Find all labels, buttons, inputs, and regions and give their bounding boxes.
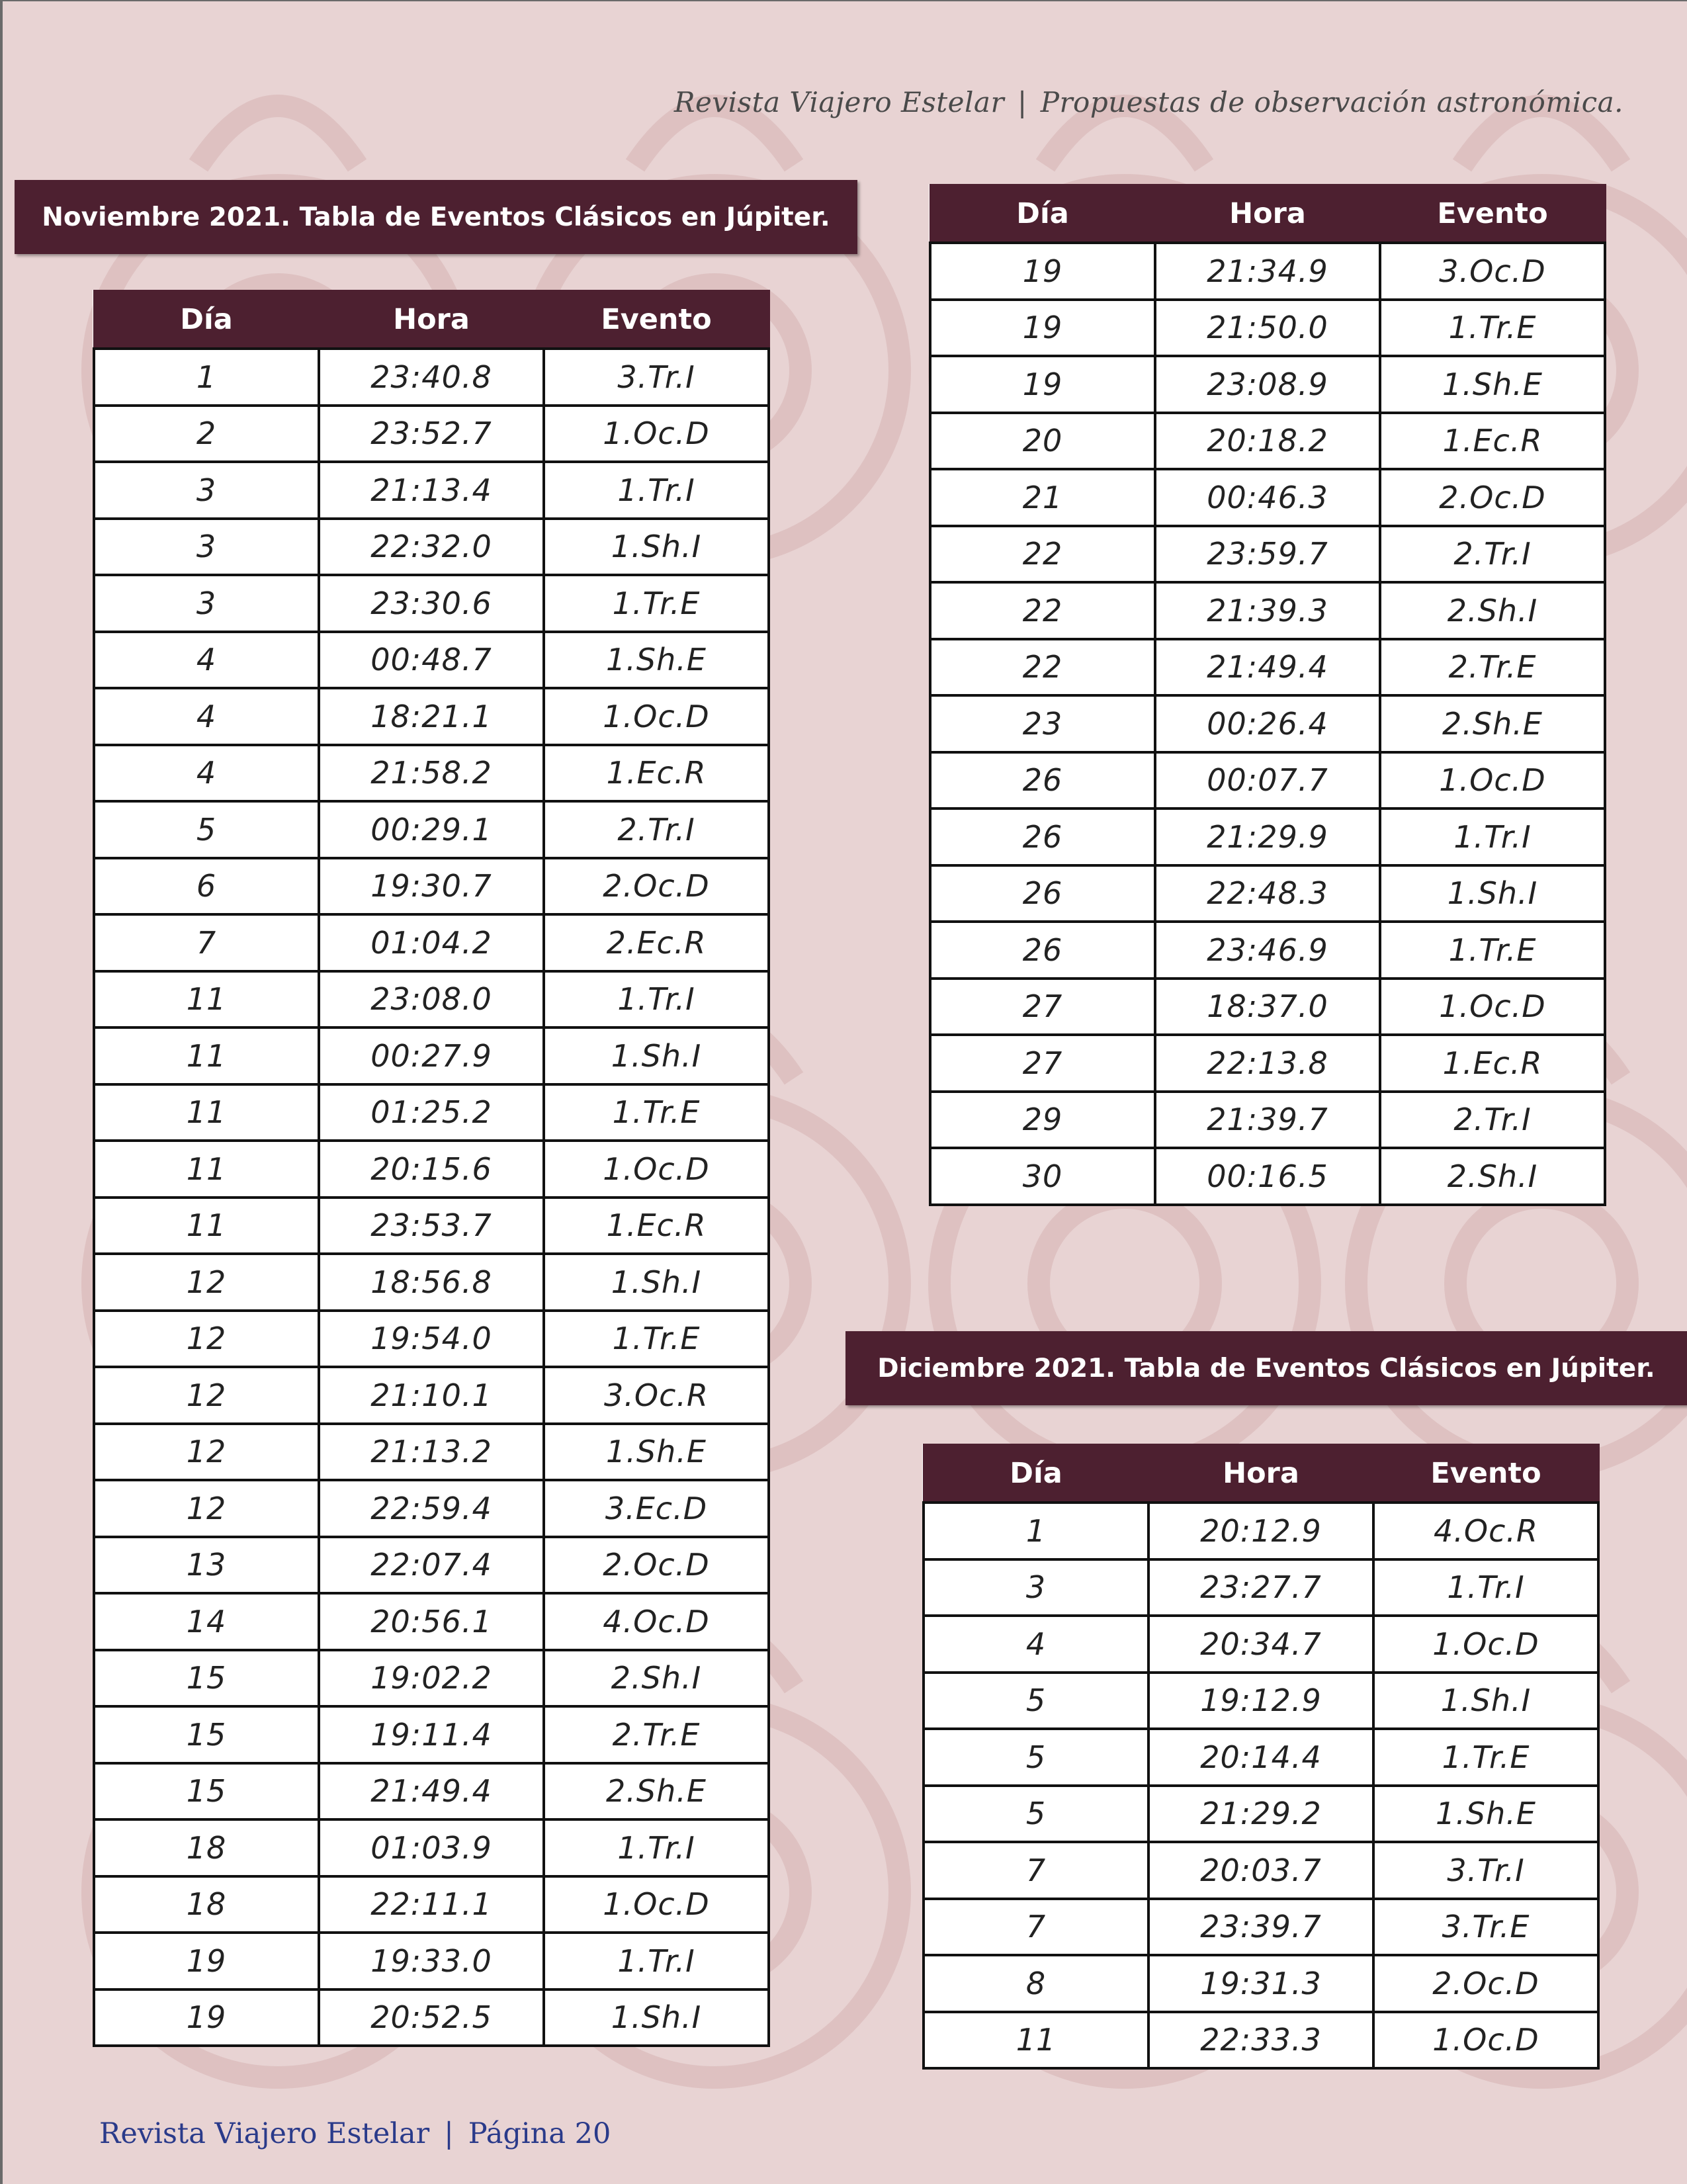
cell-hora: 00:26.4: [1155, 695, 1380, 752]
table-row: [930, 582, 1605, 639]
cell-evento: 1.Oc.D: [1380, 752, 1605, 809]
cell-evento: 2.Oc.D: [1380, 469, 1605, 526]
cell-hora: 22:33.3: [1148, 2012, 1373, 2069]
table-row: [94, 1311, 769, 1368]
cell-hora: 01:25.2: [319, 1084, 544, 1141]
cell-dia: 7: [924, 1842, 1148, 1899]
cell-hora: 23:40.8: [319, 349, 544, 406]
cell-hora: 20:12.9: [1148, 1503, 1373, 1559]
table-row: [94, 1254, 769, 1311]
cell-dia: 5: [94, 801, 319, 858]
table-header-row: [924, 1445, 1598, 1503]
cell-hora: 21:58.2: [319, 745, 544, 802]
december-banner: [845, 1331, 1687, 1405]
table-row: [94, 1537, 769, 1594]
cell-hora: 19:11.4: [319, 1706, 544, 1763]
cell-evento: 3.Oc.D: [1380, 243, 1605, 300]
cell-hora: 21:39.7: [1155, 1092, 1380, 1149]
cell-dia: 1: [924, 1503, 1148, 1559]
header-section: Propuestas de observación astronómica.: [1040, 86, 1623, 118]
table-row: [924, 1955, 1598, 2012]
cell-hora: 22:59.4: [319, 1480, 544, 1537]
column-header-evento: Evento: [1373, 1445, 1598, 1503]
column-header-dia: Día: [924, 1445, 1148, 1503]
cell-evento: 1.Tr.I: [544, 1819, 769, 1876]
cell-evento: 1.Ec.R: [544, 1198, 769, 1254]
cell-dia: 4: [94, 745, 319, 802]
cell-hora: 18:21.1: [319, 688, 544, 745]
cell-evento: 1.Oc.D: [1373, 2012, 1598, 2069]
cell-hora: 23:46.9: [1155, 922, 1380, 979]
table-row: [930, 526, 1605, 583]
cell-dia: 21: [930, 469, 1155, 526]
cell-hora: 21:29.2: [1148, 1786, 1373, 1843]
cell-hora: 23:27.7: [1148, 1559, 1373, 1616]
cell-dia: 12: [94, 1424, 319, 1481]
cell-evento: 1.Tr.E: [544, 1311, 769, 1368]
cell-dia: 26: [930, 865, 1155, 922]
column-header-evento: Evento: [1380, 185, 1605, 243]
table-row: [94, 801, 769, 858]
cell-dia: 19: [94, 1933, 319, 1989]
cell-dia: 29: [930, 1092, 1155, 1149]
cell-dia: 3: [94, 519, 319, 576]
cell-hora: 18:56.8: [319, 1254, 544, 1311]
table-row: [930, 1092, 1605, 1149]
table-row: [930, 243, 1605, 300]
cell-hora: 23:59.7: [1155, 526, 1380, 583]
table-row: [930, 413, 1605, 470]
table-row: [94, 1876, 769, 1933]
table-row: [94, 858, 769, 915]
cell-dia: 18: [94, 1876, 319, 1933]
cell-hora: 23:08.0: [319, 971, 544, 1028]
cell-hora: 20:15.6: [319, 1141, 544, 1198]
cell-hora: 20:56.1: [319, 1593, 544, 1650]
cell-hora: 22:48.3: [1155, 865, 1380, 922]
cell-dia: 22: [930, 582, 1155, 639]
column-header-evento: Evento: [544, 291, 769, 349]
cell-hora: 20:52.5: [319, 1989, 544, 2046]
header-publication: Revista Viajero Estelar: [673, 86, 1005, 118]
cell-evento: 2.Sh.E: [544, 1763, 769, 1820]
table-row: [94, 971, 769, 1028]
cell-evento: 1.Sh.I: [544, 519, 769, 576]
cell-hora: 19:02.2: [319, 1650, 544, 1707]
table-row: [924, 2012, 1598, 2069]
november-banner-title: Noviembre 2021. Tabla de Eventos Clásicos en Júpiter.: [42, 202, 830, 232]
cell-hora: 00:29.1: [319, 801, 544, 858]
cell-evento: 1.Tr.E: [544, 1084, 769, 1141]
cell-dia: 26: [930, 752, 1155, 809]
cell-dia: 13: [94, 1537, 319, 1594]
cell-evento: 1.Sh.E: [544, 632, 769, 689]
cell-dia: 3: [94, 462, 319, 519]
table-row: [924, 1673, 1598, 1729]
november-table-right: [929, 184, 1606, 1206]
table-row: [924, 1729, 1598, 1786]
cell-hora: 21:49.4: [319, 1763, 544, 1820]
cell-evento: 1.Tr.E: [544, 575, 769, 632]
cell-evento: 1.Tr.I: [1380, 808, 1605, 865]
cell-evento: 1.Sh.I: [544, 1254, 769, 1311]
table-row: [94, 575, 769, 632]
cell-evento: 3.Tr.E: [1373, 1899, 1598, 1956]
cell-evento: 1.Sh.E: [1373, 1786, 1598, 1843]
cell-dia: 3: [924, 1559, 1148, 1616]
cell-evento: 1.Tr.I: [544, 971, 769, 1028]
table-row: [930, 639, 1605, 696]
cell-evento: 2.Tr.I: [1380, 526, 1605, 583]
cell-evento: 1.Oc.D: [544, 688, 769, 745]
cell-evento: 3.Oc.R: [544, 1367, 769, 1424]
cell-dia: 19: [930, 243, 1155, 300]
table-row: [930, 922, 1605, 979]
cell-hora: 21:50.0: [1155, 300, 1380, 357]
cell-dia: 7: [924, 1899, 1148, 1956]
cell-hora: 23:52.7: [319, 406, 544, 462]
table-row: [94, 1593, 769, 1650]
cell-hora: 00:07.7: [1155, 752, 1380, 809]
cell-dia: 19: [930, 300, 1155, 357]
cell-evento: 1.Ec.R: [544, 745, 769, 802]
table-row: [94, 1084, 769, 1141]
cell-evento: 4.Oc.R: [1373, 1503, 1598, 1559]
cell-dia: 7: [94, 914, 319, 971]
cell-evento: 1.Ec.R: [1380, 1035, 1605, 1092]
cell-dia: 26: [930, 922, 1155, 979]
cell-dia: 12: [94, 1367, 319, 1424]
cell-evento: 1.Tr.I: [1373, 1559, 1598, 1616]
table-row: [930, 695, 1605, 752]
table-row: [94, 1989, 769, 2046]
cell-evento: 1.Tr.E: [1380, 300, 1605, 357]
cell-dia: 18: [94, 1819, 319, 1876]
cell-dia: 30: [930, 1148, 1155, 1205]
cell-evento: 2.Tr.I: [544, 801, 769, 858]
cell-evento: 2.Oc.D: [544, 1537, 769, 1594]
cell-evento: 3.Ec.D: [544, 1480, 769, 1537]
table-row: [94, 632, 769, 689]
cell-hora: 23:39.7: [1148, 1899, 1373, 1956]
cell-dia: 27: [930, 1035, 1155, 1092]
cell-hora: 01:03.9: [319, 1819, 544, 1876]
table-row: [930, 300, 1605, 357]
cell-hora: 21:49.4: [1155, 639, 1380, 696]
table-row: [94, 1763, 769, 1820]
cell-hora: 21:13.4: [319, 462, 544, 519]
cell-dia: 12: [94, 1254, 319, 1311]
header-separator: |: [1017, 86, 1027, 118]
cell-hora: 23:53.7: [319, 1198, 544, 1254]
cell-hora: 18:37.0: [1155, 979, 1380, 1035]
cell-hora: 20:18.2: [1155, 413, 1380, 470]
cell-hora: 01:04.2: [319, 914, 544, 971]
cell-evento: 1.Sh.I: [544, 1027, 769, 1084]
november-table-left: [93, 290, 770, 2047]
page-footer: [99, 2117, 611, 2150]
cell-hora: 19:33.0: [319, 1933, 544, 1989]
cell-dia: 11: [924, 2012, 1148, 2069]
cell-dia: 8: [924, 1955, 1148, 2012]
cell-dia: 20: [930, 413, 1155, 470]
table-row: [930, 469, 1605, 526]
footer-page-number: Página 20: [468, 2117, 611, 2150]
cell-dia: 4: [94, 688, 319, 745]
table-row: [94, 745, 769, 802]
cell-dia: 5: [924, 1673, 1148, 1729]
cell-hora: 22:13.8: [1155, 1035, 1380, 1092]
cell-dia: 2: [94, 406, 319, 462]
cell-dia: 12: [94, 1311, 319, 1368]
cell-dia: 3: [94, 575, 319, 632]
table-row: [930, 752, 1605, 809]
cell-evento: 1.Ec.R: [1380, 413, 1605, 470]
table-row: [94, 1027, 769, 1084]
cell-hora: 22:11.1: [319, 1876, 544, 1933]
column-header-hora: Hora: [1155, 185, 1380, 243]
december-table: [922, 1444, 1600, 2070]
table-header-row: [930, 185, 1605, 243]
cell-evento: 1.Oc.D: [544, 406, 769, 462]
cell-hora: 21:34.9: [1155, 243, 1380, 300]
running-header: [674, 86, 1623, 118]
column-header-hora: Hora: [1148, 1445, 1373, 1503]
cell-evento: 2.Sh.I: [1380, 1148, 1605, 1205]
cell-evento: 1.Oc.D: [544, 1876, 769, 1933]
cell-hora: 00:16.5: [1155, 1148, 1380, 1205]
table-row: [94, 1141, 769, 1198]
cell-dia: 12: [94, 1480, 319, 1537]
cell-dia: 11: [94, 971, 319, 1028]
footer-separator: |: [444, 2117, 454, 2150]
cell-dia: 23: [930, 695, 1155, 752]
table-row: [930, 1035, 1605, 1092]
table-row: [924, 1899, 1598, 1956]
cell-hora: 23:30.6: [319, 575, 544, 632]
cell-dia: 19: [94, 1989, 319, 2046]
cell-evento: 2.Sh.I: [1380, 582, 1605, 639]
cell-dia: 15: [94, 1763, 319, 1820]
cell-hora: 21:10.1: [319, 1367, 544, 1424]
cell-hora: 00:46.3: [1155, 469, 1380, 526]
table-row: [924, 1559, 1598, 1616]
cell-hora: 20:34.7: [1148, 1616, 1373, 1673]
cell-dia: 11: [94, 1084, 319, 1141]
cell-hora: 19:31.3: [1148, 1955, 1373, 2012]
table-row: [94, 1706, 769, 1763]
cell-evento: 2.Tr.E: [544, 1706, 769, 1763]
cell-dia: 14: [94, 1593, 319, 1650]
table-row: [94, 1198, 769, 1254]
table-row: [930, 808, 1605, 865]
cell-evento: 2.Oc.D: [1373, 1955, 1598, 2012]
cell-evento: 1.Oc.D: [1380, 979, 1605, 1035]
cell-evento: 1.Oc.D: [544, 1141, 769, 1198]
cell-hora: 23:08.9: [1155, 356, 1380, 413]
column-header-dia: Día: [930, 185, 1155, 243]
cell-evento: 2.Sh.I: [544, 1650, 769, 1707]
cell-dia: 5: [924, 1729, 1148, 1786]
cell-dia: 19: [930, 356, 1155, 413]
cell-dia: 1: [94, 349, 319, 406]
cell-hora: 21:39.3: [1155, 582, 1380, 639]
cell-evento: 1.Sh.I: [544, 1989, 769, 2046]
table-row: [94, 349, 769, 406]
table-row: [930, 1148, 1605, 1205]
table-row: [94, 1367, 769, 1424]
table-row: [930, 979, 1605, 1035]
cell-evento: 2.Tr.E: [1380, 639, 1605, 696]
cell-dia: 15: [94, 1650, 319, 1707]
cell-hora: 20:14.4: [1148, 1729, 1373, 1786]
cell-evento: 2.Oc.D: [544, 858, 769, 915]
table-row: [94, 462, 769, 519]
table-row: [924, 1786, 1598, 1843]
table-row: [924, 1503, 1598, 1559]
cell-evento: 3.Tr.I: [544, 349, 769, 406]
cell-evento: 4.Oc.D: [544, 1593, 769, 1650]
table-row: [94, 519, 769, 576]
table-row: [924, 1842, 1598, 1899]
table-row: [924, 1616, 1598, 1673]
cell-dia: 5: [924, 1786, 1148, 1843]
cell-evento: 1.Sh.E: [544, 1424, 769, 1481]
cell-dia: 11: [94, 1141, 319, 1198]
table-header-row: [94, 291, 769, 349]
cell-hora: 19:12.9: [1148, 1673, 1373, 1729]
cell-hora: 22:07.4: [319, 1537, 544, 1594]
cell-evento: 1.Tr.E: [1373, 1729, 1598, 1786]
cell-dia: 27: [930, 979, 1155, 1035]
cell-evento: 3.Tr.I: [1373, 1842, 1598, 1899]
cell-evento: 2.Sh.E: [1380, 695, 1605, 752]
cell-dia: 15: [94, 1706, 319, 1763]
table-row: [94, 1933, 769, 1989]
cell-evento: 1.Sh.I: [1380, 865, 1605, 922]
december-banner-title: Diciembre 2021. Tabla de Eventos Clásicos en Júpiter.: [877, 1353, 1655, 1383]
cell-hora: 00:27.9: [319, 1027, 544, 1084]
table-row: [94, 406, 769, 462]
cell-evento: 1.Tr.E: [1380, 922, 1605, 979]
cell-dia: 11: [94, 1027, 319, 1084]
table-row: [930, 865, 1605, 922]
cell-dia: 6: [94, 858, 319, 915]
table-row: [94, 1480, 769, 1537]
cell-hora: 20:03.7: [1148, 1842, 1373, 1899]
cell-hora: 00:48.7: [319, 632, 544, 689]
cell-hora: 19:54.0: [319, 1311, 544, 1368]
cell-hora: 21:29.9: [1155, 808, 1380, 865]
cell-evento: 1.Sh.E: [1380, 356, 1605, 413]
table-row: [94, 1819, 769, 1876]
cell-evento: 2.Ec.R: [544, 914, 769, 971]
column-header-dia: Día: [94, 291, 319, 349]
cell-hora: 19:30.7: [319, 858, 544, 915]
cell-hora: 22:32.0: [319, 519, 544, 576]
column-header-hora: Hora: [319, 291, 544, 349]
cell-evento: 1.Oc.D: [1373, 1616, 1598, 1673]
cell-dia: 22: [930, 526, 1155, 583]
cell-evento: 1.Tr.I: [544, 462, 769, 519]
november-banner: [15, 180, 857, 254]
table-row: [94, 1650, 769, 1707]
table-row: [930, 356, 1605, 413]
cell-hora: 21:13.2: [319, 1424, 544, 1481]
cell-dia: 4: [924, 1616, 1148, 1673]
cell-dia: 26: [930, 808, 1155, 865]
footer-publication: Revista Viajero Estelar: [99, 2117, 430, 2150]
cell-evento: 2.Tr.I: [1380, 1092, 1605, 1149]
table-row: [94, 688, 769, 745]
table-row: [94, 1424, 769, 1481]
table-row: [94, 914, 769, 971]
cell-evento: 1.Sh.I: [1373, 1673, 1598, 1729]
cell-evento: 1.Tr.I: [544, 1933, 769, 1989]
cell-dia: 22: [930, 639, 1155, 696]
cell-dia: 4: [94, 632, 319, 689]
cell-dia: 11: [94, 1198, 319, 1254]
